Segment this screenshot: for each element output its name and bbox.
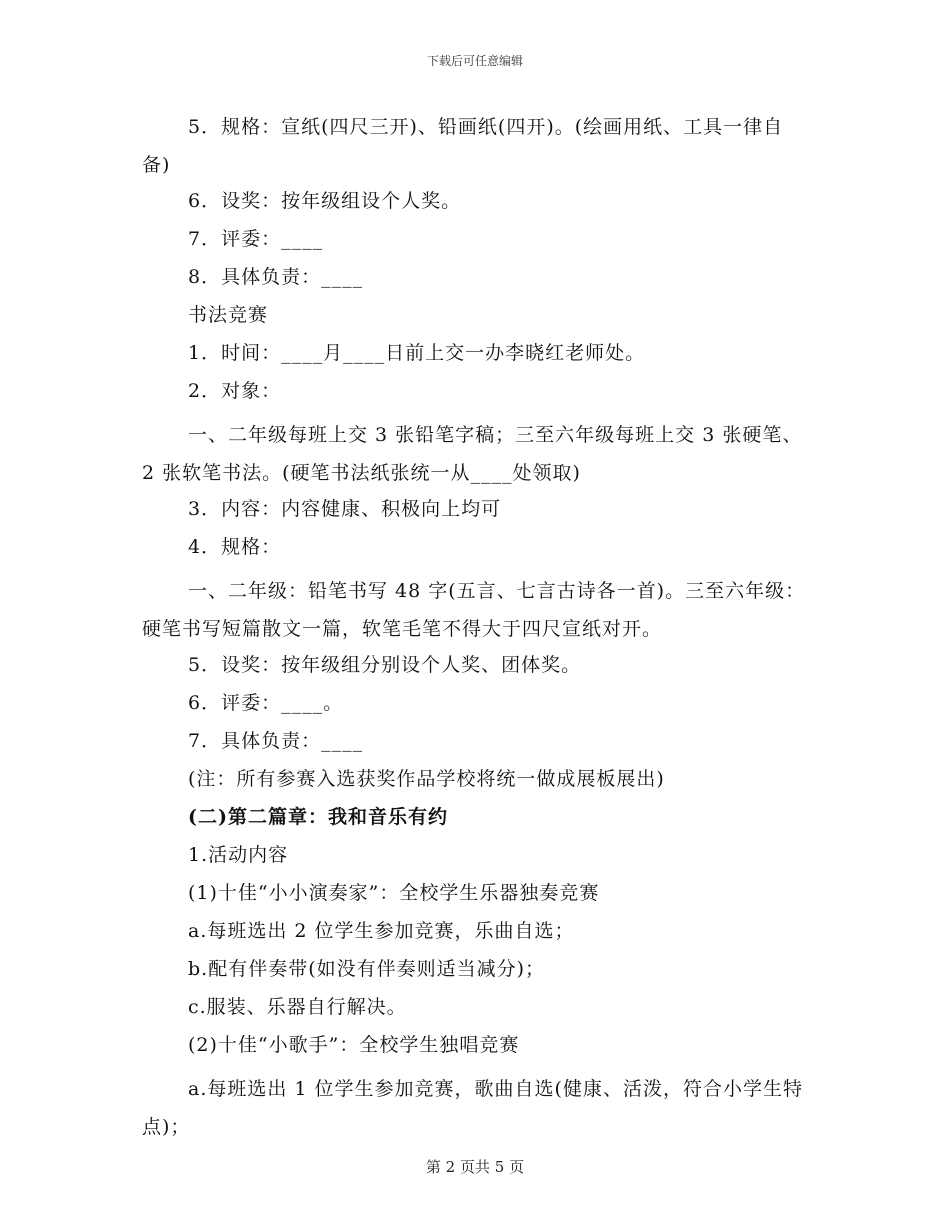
paragraph-award-2: 5．设奖：按年级组分别设个人奖、团体奖。 — [188, 654, 582, 676]
paragraph-target: 2．对象： — [188, 380, 282, 402]
paragraph-spec-2: 4．规格： — [188, 536, 282, 558]
chapter-heading: (二)第二篇章：我和音乐有约 — [188, 806, 448, 828]
paragraph-item-1: (1)十佳“小小演奏家”：全校学生乐器独奏竞赛 — [188, 882, 600, 904]
page-footer: 第 2 页共 5 页 — [425, 1158, 525, 1176]
paragraph-note: (注：所有参赛入选获奖作品学校将统一做成展板展出) — [188, 768, 665, 790]
paragraph-spec-detail: 一、二年级：铅笔书写 48 字(五言、七言古诗各一首)。三至六年级：硬笔书写短篇散文一篇，软笔毛笔不得大于四尺宣纸对开。 — [142, 580, 806, 640]
paragraph-item-2a: a.每班选出 1 位学生参加竞赛，歌曲自选(健康、活泼，符合小学生特点)； — [142, 1078, 803, 1138]
paragraph-award: 6．设奖：按年级组设个人奖。 — [188, 190, 462, 212]
paragraph-responsible: 8．具体负责：____ — [188, 266, 364, 288]
section-title-calligraphy: 书法竞赛 — [188, 304, 269, 326]
paragraph-item-1a: a.每班选出 2 位学生参加竞赛，乐曲自选； — [188, 920, 575, 942]
page-header: 下载后可任意编辑 — [426, 54, 523, 68]
paragraph-judges: 7．评委：____ — [188, 228, 324, 250]
paragraph-responsible-2: 7．具体负责：____ — [188, 730, 364, 752]
paragraph-content: 3．内容：内容健康、积极向上均可 — [188, 498, 502, 520]
paragraph-target-detail: 一、二年级每班上交 3 张铅笔字稿；三至六年级每班上交 3 张硬笔、2 张软笔书法。(硬笔书法纸张统一从____处领取) — [142, 424, 803, 484]
paragraph-item-1b: b.配有伴奏带(如没有伴奏则适当减分)； — [188, 958, 546, 980]
document-body — [142, 108, 810, 1146]
paragraph-judges-2: 6．评委：____。 — [188, 692, 344, 714]
paragraph-time: 1．时间：____月____日前上交一办李晓红老师处。 — [188, 342, 646, 364]
paragraph-item-1c: c.服装、乐器自行解决。 — [188, 996, 407, 1018]
paragraph-item-2: (2)十佳“小歌手”：全校学生独唱竞赛 — [188, 1034, 520, 1056]
paragraph-activity: 1.活动内容 — [188, 844, 289, 866]
paragraph-spec: 5．规格：宣纸(四尺三开)、铅画纸(四开)。(绘画用纸、工具一律自备) — [142, 116, 784, 176]
